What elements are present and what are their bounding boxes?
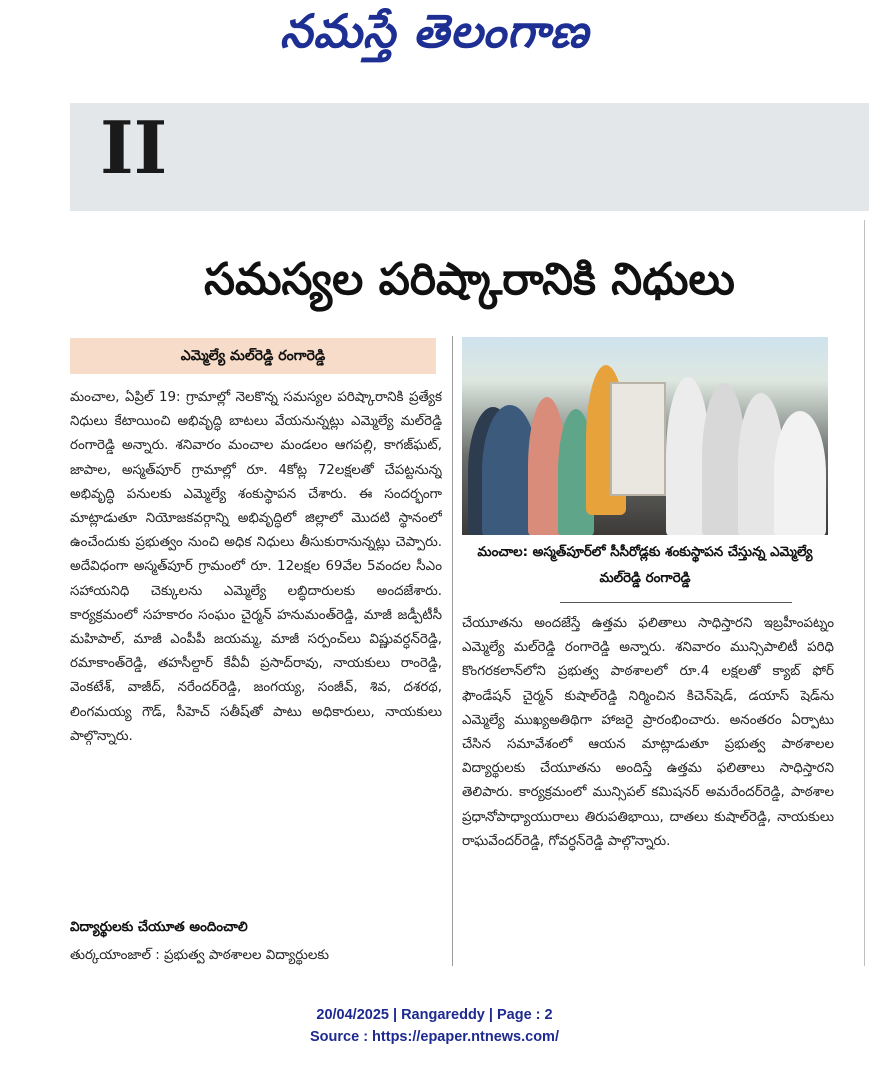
page-divider-right <box>864 220 865 966</box>
article-body-left-2: తుర్కయాంజాల్ : ప్రభుత్వ పాఠశాలల విద్యార్థులకు <box>70 948 329 963</box>
page-footer <box>0 1004 869 1048</box>
page-label: II <box>100 105 168 190</box>
column-divider <box>452 336 453 966</box>
masthead <box>0 0 869 90</box>
section-band <box>70 103 869 211</box>
caption-rule <box>560 602 792 603</box>
article-subhead: విద్యార్థులకు చేయూత అందించాలి <box>70 920 248 935</box>
footer-source: Source : https://epaper.ntnews.com/ <box>310 1029 559 1045</box>
foundation-plaque <box>610 382 666 496</box>
article-body-right: చేయూతను అందజేస్తే ఉత్తమ ఫలితాలు సాధిస్తారని ఇబ్రహీంపట్నం ఎమ్మెల్యే మల్‌రెడ్డి రంగారెడ్డి అన్నారు. శనివారం మున్సిపాలిటీ పరిధి కొంగరకలాన్‌లోని ప్రభుత్వ పాఠశాలలో రూ.4 లక్షలతో క్యాబ్ ఫోర్ ఫౌండేషన్ చైర్మన్ కుషాల్‌రెడ్డి నిర్మించిన కిచెన్‌షెడ్, డయాస్ షెడ్‌ను ఎమ్మెల్యే ముఖ్యఅతిథిగా హాజరై ప్రారంభించారు. అనంతరం ఏర్పాటు చేసిన సమావేశంలో ఆయన మాట్లాడుతూ ప్రభుత్వ పాఠశాలల విద్యార్థులకు చేయూతను అందిస్తే ఉత్తమ ఫలితాలు సాధిస్తారని తెలిపారు. కార్యక్రమంలో మున్సిపల్ కమిషనర్ అమరేందర్‌రెడ్డి, పాఠశాల ప్రధానోపాధ్యాయురాలు తిరుపతిభాయి, దాతలు కుషాల్‌రెడ్డి, నాయకులు రాఘవేందర్‌రెడ్డి, గోవర్ధన్‌రెడ్డి పాల్గొన్నారు. <box>462 616 834 849</box>
article-headline: సమస్యల పరిష్కారానికి నిధులు <box>204 254 735 305</box>
footer-edition: 20/04/2025 | Rangareddy | Page : 2 <box>316 1007 553 1023</box>
article-byline: ఎమ్మెల్యే మల్‌రెడ్డి రంగారెడ్డి <box>70 338 436 374</box>
news-photo <box>462 337 828 535</box>
article-body-left: మంచాల, ఏప్రిల్ 19: గ్రామాల్లో నెలకొన్న సమస్యల పరిష్కారానికి ప్రత్యేక నిధులు కేటాయించి అభివృద్ధి బాటలు వేయనున్నట్లు ఎమ్మెల్యే మల్‌రెడ్డి రంగారెడ్డి అన్నారు. శనివారం మంచాల మండలం ఆగపల్లి, కాగజ్‌ఘట్, జాపాల, అస్మత్‌పూర్ గ్రామాల్లో రూ. 4కోట్ల 72లక్షలతో చేపట్టనున్న అభివృద్ధి పనులకు ఎమ్మెల్యే శంకుస్థాపన చేశారు. ఈ సందర్భంగా మాట్లాడుతూ నియోజకవర్గాన్ని అభివృద్ధిలో జిల్లాలో మొదటి స్థానంలో ఉంచేందుకు ప్రభుత్వం నుంచి అధిక నిధులు తీసుకురానున్నట్లు చెప్పారు. అదేవిధంగా అస్మత్‌పూర్ గ్రామంలో రూ. 12లక్షల 69వేల 5వందల సీఎం సహాయనిధి చెక్కులను ఎమ్మెల్యే లబ్ధిదారులకు అందజేశారు. కార్యక్రమంలో సహకారం సంఘం చైర్మన్ హనుమంత్‌రెడ్డి, మాజీ జడ్పీటీసీ మహిపాల్, మాజీ ఎంపీపీ జయమ్మ, మాజీ సర్పంచ్‌లు విష్ణువర్ధన్‌రెడ్డి, రమాకాంత్‌రెడ్డి, తహసీల్దార్ కేవీవీ ప్రసాద్‌రావు, నాయకులు రాంరెడ్డి, వెంకటేశ్, వాజీద్, నరేందర్‌రెడ్డి, జంగయ్య, సంజీవ్, శివ, దశరథ, లింగమయ్య గౌడ్, సీహెచ్ సతీష్‌తో పాటు అధికారులు, నాయకులు పాల్గొన్నారు. <box>70 390 442 744</box>
masthead-title: నమస్తే తెలంగాణ <box>279 4 590 58</box>
photo-caption: మంచాల: అస్మత్‌పూర్‌లో సీసీరోడ్లకు శంకుస్థాపన చేస్తున్న ఎమ్మెల్యే మల్‌రెడ్డి రంగారెడ్డి <box>477 545 813 586</box>
